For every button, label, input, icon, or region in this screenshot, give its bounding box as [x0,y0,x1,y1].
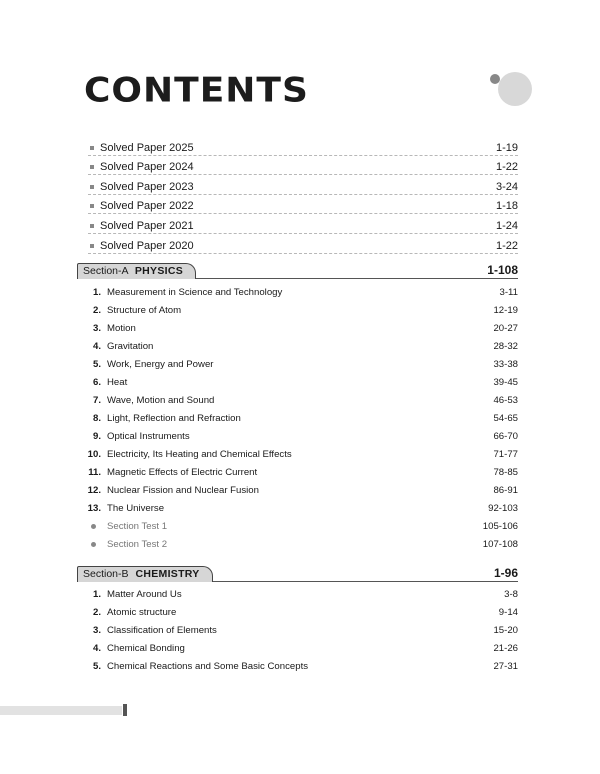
chapter-pages: 92-103 [488,502,518,514]
chapter-item[interactable] [80,445,518,463]
chapter-number: 6. [92,376,101,388]
chapter-pages: 39-45 [493,376,518,388]
chapter-pages: 27-31 [493,660,518,672]
solved-paper-pages: 1-22 [495,239,518,252]
page-title: CONTENTS [84,71,309,110]
solved-paper-name: Solved Paper 2024 [100,161,194,174]
solved-paper-pages: 1-24 [495,219,518,232]
chapter-title: Atomic structure [107,606,177,618]
chapter-number: 1. [92,588,101,600]
solved-paper-item[interactable] [88,136,518,156]
chapter-number: 3. [92,322,101,334]
chapter-number: 2. [92,304,101,316]
chapter-title: Nuclear Fission and Nuclear Fusion [107,484,259,496]
solved-paper-name: Solved Paper 2025 [100,141,194,154]
chapter-pages: 12-19 [493,304,518,316]
section-b-header [77,565,518,582]
chapter-pages: 66-70 [493,430,518,442]
chapter-number: 4. [92,340,101,352]
section-subject: CHEMISTRY [135,568,200,580]
chapter-title: Measurement in Science and Technology [107,286,283,298]
chapter-title: Gravitation [107,340,154,352]
solved-paper-pages: 1-18 [495,200,518,213]
square-bullet-icon [90,165,94,169]
section-a-chapter-list [80,283,518,553]
chapter-item[interactable] [80,481,518,499]
chapter-title: Magnetic Effects of Electric Current [107,466,258,478]
chapter-title: Electricity, Its Heating and Chemical Effects [107,448,292,460]
square-bullet-icon [90,185,94,189]
section-b-chapter-list [80,585,518,675]
section-test-pages: 107-108 [482,538,518,550]
chapter-item[interactable] [80,499,518,517]
chapter-number: 7. [92,394,101,406]
round-bullet-icon [80,542,101,547]
chapter-pages: 21-26 [493,642,518,654]
chapter-title: Heat [107,376,128,388]
chapter-pages: 71-77 [493,448,518,460]
chapter-title: The Universe [107,502,165,514]
section-a-tab[interactable] [77,263,196,279]
chapter-title: Chemical Bonding [107,642,185,654]
chapter-item[interactable] [80,639,518,657]
chapter-number: 4. [92,642,101,654]
section-pages: 1-108 [487,263,518,277]
solved-paper-pages: 1-22 [495,161,518,174]
chapter-item[interactable] [80,427,518,445]
solved-paper-item[interactable] [88,195,518,215]
solved-paper-item[interactable] [88,234,518,254]
decorative-dot-large [498,72,532,106]
solved-paper-pages: 1-19 [495,141,518,154]
chapter-pages: 9-14 [498,606,518,618]
chapter-number: 5. [92,358,101,370]
chapter-item[interactable] [80,621,518,639]
chapter-pages: 33-38 [493,358,518,370]
solved-paper-name: Solved Paper 2022 [100,200,194,213]
footer-bar [0,706,122,715]
solved-paper-item[interactable] [88,156,518,176]
section-label: Section-A [83,265,128,277]
square-bullet-icon [90,224,94,228]
chapter-number: 13. [87,502,101,514]
chapter-item[interactable] [80,337,518,355]
solved-paper-name: Solved Paper 2020 [100,239,194,252]
chapter-title: Light, Reflection and Refraction [107,412,241,424]
chapter-number: 3. [92,624,101,636]
section-test-pages: 105-106 [482,520,518,532]
solved-paper-pages: 3-24 [495,180,518,193]
chapter-title: Chemical Reactions and Some Basic Concepts [107,660,309,672]
chapter-title: Structure of Atom [107,304,182,316]
chapter-pages: 54-65 [493,412,518,424]
solved-paper-name: Solved Paper 2021 [100,219,194,232]
chapter-pages: 78-85 [493,466,518,478]
chapter-number: 1. [92,286,101,298]
chapter-item[interactable] [80,355,518,373]
section-test-title: Section Test 1 [107,520,168,532]
section-b-tab[interactable] [77,566,213,582]
section-test-item[interactable] [80,517,518,535]
section-label: Section-B [83,568,129,580]
chapter-pages: 3-11 [499,286,518,298]
chapter-pages: 15-20 [493,624,518,636]
chapter-title: Motion [107,322,136,334]
chapter-title: Classification of Elements [107,624,217,636]
section-test-item[interactable] [80,535,518,553]
section-pages: 1-96 [493,566,518,580]
chapter-title: Work, Energy and Power [107,358,214,370]
chapter-item[interactable] [80,657,518,675]
chapter-item[interactable] [80,373,518,391]
chapter-title: Wave, Motion and Sound [107,394,215,406]
chapter-number: 5. [92,660,101,672]
chapter-title: Optical Instruments [107,430,190,442]
chapter-number: 8. [92,412,101,424]
square-bullet-icon [90,244,94,248]
chapter-item[interactable] [80,409,518,427]
chapter-pages: 20-27 [493,322,518,334]
chapter-number: 2. [92,606,101,618]
solved-papers-list [88,136,518,254]
chapter-number: 12. [87,484,101,496]
square-bullet-icon [90,146,94,150]
chapter-item[interactable] [80,319,518,337]
chapter-item[interactable] [80,603,518,621]
footer-marker [123,704,127,716]
section-test-title: Section Test 2 [107,538,168,550]
chapter-number: 10. [87,448,101,460]
square-bullet-icon [90,204,94,208]
section-subject: PHYSICS [134,265,184,277]
section-a-header [77,262,518,279]
solved-paper-item[interactable] [88,175,518,195]
chapter-number: 9. [92,430,101,442]
chapter-item[interactable] [80,283,518,301]
solved-paper-item[interactable] [88,214,518,234]
chapter-number: 11. [88,466,101,478]
chapter-pages: 86-91 [493,484,518,496]
chapter-item[interactable] [80,585,518,603]
chapter-item[interactable] [80,391,518,409]
chapter-item[interactable] [80,463,518,481]
chapter-pages: 46-53 [493,394,518,406]
chapter-title: Matter Around Us [107,588,182,600]
round-bullet-icon [80,524,101,529]
solved-paper-name: Solved Paper 2023 [100,180,194,193]
chapter-pages: 3-8 [504,588,518,600]
chapter-item[interactable] [80,301,518,319]
chapter-pages: 28-32 [493,340,518,352]
